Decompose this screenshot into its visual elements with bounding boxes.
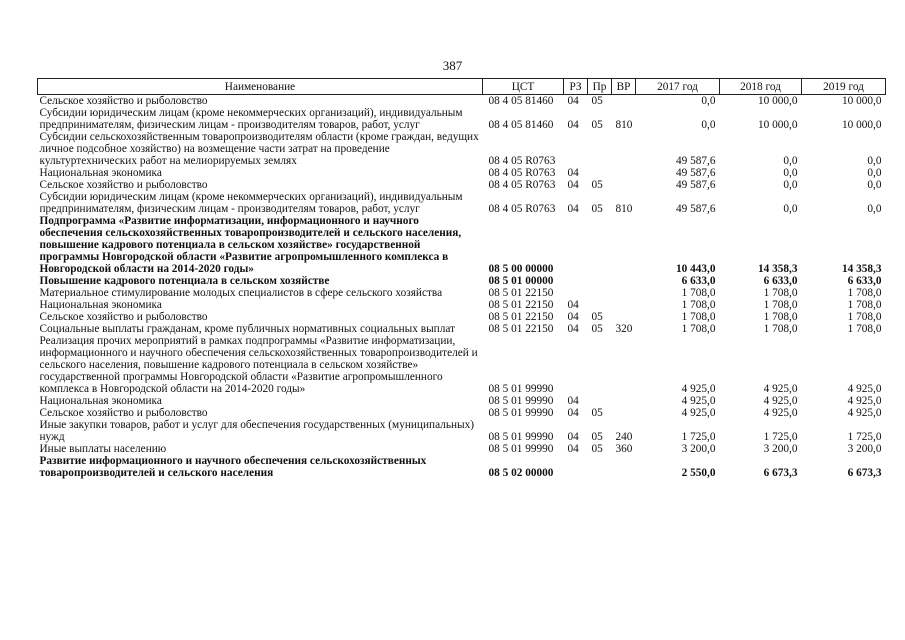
cell-pr bbox=[588, 287, 612, 299]
cell-rz: 04 bbox=[567, 395, 579, 407]
cell-cst: 08 5 01 22150 bbox=[488, 311, 554, 323]
cell-pr bbox=[588, 299, 612, 311]
cell-vr: 360 bbox=[615, 443, 633, 455]
cell-rz bbox=[564, 335, 588, 395]
header-2019: 2019 год bbox=[802, 79, 886, 95]
cell-pr: 05 bbox=[591, 95, 603, 107]
table-header-row bbox=[38, 79, 886, 95]
cell-rz bbox=[564, 455, 588, 479]
cell-rz: 04 bbox=[567, 311, 579, 323]
cell-y2019: 1 708,0 bbox=[847, 311, 882, 323]
cell-y2017: 0,0 bbox=[701, 95, 716, 107]
cell-y2017: 1 708,0 bbox=[681, 299, 716, 311]
cell-y2017: 1 708,0 bbox=[681, 311, 716, 323]
cell-y2019: 0,0 bbox=[867, 167, 882, 179]
cell-pr: 05 bbox=[591, 179, 603, 191]
cell-cst: 08 5 02 00000 bbox=[488, 467, 554, 479]
cell-pr bbox=[588, 131, 612, 167]
cell-y2018: 0,0 bbox=[783, 203, 798, 215]
cell-vr bbox=[612, 167, 636, 179]
cell-y2017: 49 587,6 bbox=[675, 203, 716, 215]
cell-y2019: 0,0 bbox=[867, 155, 882, 167]
cell-y2019: 1 725,0 bbox=[847, 431, 882, 443]
cell-y2017: 3 200,0 bbox=[681, 443, 716, 455]
cell-y2018: 1 708,0 bbox=[763, 323, 798, 335]
cell-y2019: 3 200,0 bbox=[847, 443, 882, 455]
table-row bbox=[38, 167, 886, 179]
cell-name: Сельское хозяйство и рыболовство bbox=[39, 311, 208, 323]
cell-vr: 810 bbox=[615, 203, 633, 215]
cell-y2017: 2 550,0 bbox=[681, 467, 716, 479]
table-row bbox=[38, 443, 886, 455]
table-row bbox=[38, 215, 886, 275]
cell-cst: 08 5 01 22150 bbox=[488, 299, 554, 311]
cell-name: Субсидии сельскохозяйственным товаропроизводителям области (кроме граждан, ведущих личное подсобное хозяйство) на возмещение части затрат на проведение культуртехнических работ на мелиорируемых землях bbox=[39, 131, 479, 167]
page-number: 387 bbox=[442, 58, 463, 73]
cell-vr bbox=[612, 95, 636, 108]
cell-name: Реализация прочих мероприятий в рамках подпрограммы «Развитие информатизации, информационного и научного обеспечения сельскохозяйственных товаропроизводителей и сельского населения, повышение кадрового потенциала в сельском хозяйстве» государственной программы Новгородской области «Развитие агропромышленного комплекса в Новгородской области на 2014-2020 годы» bbox=[39, 335, 478, 395]
cell-y2018: 1 708,0 bbox=[763, 299, 798, 311]
header-2018: 2018 год bbox=[720, 79, 802, 95]
cell-y2018: 1 725,0 bbox=[763, 431, 798, 443]
table-body bbox=[38, 95, 886, 480]
cell-y2017: 10 443,0 bbox=[675, 263, 716, 275]
cell-pr bbox=[588, 215, 612, 275]
cell-y2017: 49 587,6 bbox=[675, 179, 716, 191]
cell-y2018: 4 925,0 bbox=[763, 407, 798, 419]
table-row bbox=[38, 419, 886, 443]
cell-y2019: 6 673,3 bbox=[847, 467, 882, 479]
cell-y2017: 4 925,0 bbox=[681, 395, 716, 407]
cell-name: Развитие информационного и научного обеспечения сельскохозяйственных товаропроизводителей и сельского населения bbox=[39, 455, 427, 479]
cell-name: Подпрограмма «Развитие информатизации, информационного и научного обеспечения сельскохозяйственных товаропроизводителей и сельского населения, повышение кадрового потенциала в сельском хозяйстве» государственной программы Новгородской области «Развитие агропромышленного комплекса в Новгородской области на 2014-2020 годы» bbox=[39, 215, 462, 275]
cell-rz bbox=[564, 215, 588, 275]
table-row bbox=[38, 455, 886, 479]
table-row bbox=[38, 191, 886, 215]
cell-y2017: 49 587,6 bbox=[675, 167, 716, 179]
cell-rz: 04 bbox=[567, 179, 579, 191]
cell-vr: 240 bbox=[615, 431, 633, 443]
cell-vr bbox=[612, 275, 636, 287]
table-row bbox=[38, 395, 886, 407]
cell-pr: 05 bbox=[591, 323, 603, 335]
cell-vr bbox=[612, 215, 636, 275]
cell-cst: 08 4 05 R0763 bbox=[488, 179, 556, 191]
cell-rz: 04 bbox=[567, 119, 579, 131]
cell-cst: 08 4 05 81460 bbox=[488, 119, 554, 131]
table-row bbox=[38, 407, 886, 419]
cell-pr bbox=[588, 275, 612, 287]
cell-name: Повышение кадрового потенциала в сельском хозяйстве bbox=[39, 275, 330, 287]
cell-y2017: 1 725,0 bbox=[681, 431, 716, 443]
cell-name: Социальные выплаты гражданам, кроме публичных нормативных социальных выплат bbox=[39, 323, 456, 335]
cell-cst: 08 5 01 99990 bbox=[488, 443, 554, 455]
cell-cst: 08 5 01 99990 bbox=[488, 431, 554, 443]
cell-y2019: 4 925,0 bbox=[847, 395, 882, 407]
cell-y2017: 1 708,0 bbox=[681, 323, 716, 335]
cell-y2018: 1 708,0 bbox=[763, 287, 798, 299]
cell-cst: 08 5 00 00000 bbox=[488, 263, 554, 275]
budget-table bbox=[37, 78, 886, 479]
cell-y2018: 0,0 bbox=[783, 155, 798, 167]
cell-y2017: 6 633,0 bbox=[681, 275, 716, 287]
cell-name: Материальное стимулирование молодых специалистов в сфере сельского хозяйства bbox=[39, 287, 443, 299]
cell-pr bbox=[588, 167, 612, 179]
cell-pr: 05 bbox=[591, 311, 603, 323]
cell-vr bbox=[612, 455, 636, 479]
cell-name: Национальная экономика bbox=[39, 395, 162, 407]
table-row bbox=[38, 275, 886, 287]
table-row bbox=[38, 107, 886, 131]
cell-pr bbox=[588, 335, 612, 395]
cell-y2019: 14 358,3 bbox=[841, 263, 882, 275]
cell-y2019: 4 925,0 bbox=[847, 383, 882, 395]
cell-rz bbox=[564, 131, 588, 167]
cell-rz: 04 bbox=[567, 203, 579, 215]
cell-name: Сельское хозяйство и рыболовство bbox=[39, 95, 208, 107]
table-row bbox=[38, 311, 886, 323]
cell-pr: 05 bbox=[591, 119, 603, 131]
cell-pr: 05 bbox=[591, 203, 603, 215]
cell-y2017: 4 925,0 bbox=[681, 407, 716, 419]
cell-y2018: 14 358,3 bbox=[757, 263, 798, 275]
header-cst: ЦСТ bbox=[483, 79, 564, 95]
cell-vr bbox=[612, 335, 636, 395]
cell-cst: 08 4 05 R0763 bbox=[488, 203, 556, 215]
cell-rz: 04 bbox=[567, 95, 579, 107]
header-name: Наименование bbox=[38, 79, 483, 95]
cell-name: Сельское хозяйство и рыболовство bbox=[39, 179, 208, 191]
cell-name: Субсидии юридическим лицам (кроме некоммерческих организаций), индивидуальным предпринимателям, физическим лицам - производителям товаров, работ, услуг bbox=[39, 107, 463, 131]
cell-cst: 08 4 05 R0763 bbox=[488, 155, 556, 167]
cell-y2018: 4 925,0 bbox=[763, 383, 798, 395]
cell-y2018: 0,0 bbox=[783, 167, 798, 179]
cell-y2018: 3 200,0 bbox=[763, 443, 798, 455]
cell-name: Субсидии юридическим лицам (кроме некоммерческих организаций), индивидуальным предпринимателям, физическим лицам - производителям товаров, работ, услуг bbox=[39, 191, 463, 215]
cell-y2018: 0,0 bbox=[783, 179, 798, 191]
cell-pr: 05 bbox=[591, 431, 603, 443]
cell-y2017: 1 708,0 bbox=[681, 287, 716, 299]
header-pr: Пр bbox=[588, 79, 612, 95]
cell-pr bbox=[588, 395, 612, 407]
cell-cst: 08 5 01 99990 bbox=[488, 383, 554, 395]
cell-y2019: 0,0 bbox=[867, 203, 882, 215]
cell-y2018: 10 000,0 bbox=[757, 119, 798, 131]
cell-rz: 04 bbox=[567, 431, 579, 443]
table-row bbox=[38, 131, 886, 167]
cell-y2017: 49 587,6 bbox=[675, 155, 716, 167]
cell-vr bbox=[612, 179, 636, 191]
cell-cst: 08 5 01 99990 bbox=[488, 395, 554, 407]
cell-cst: 08 4 05 81460 bbox=[488, 95, 554, 107]
cell-y2019: 0,0 bbox=[867, 179, 882, 191]
cell-rz: 04 bbox=[567, 167, 579, 179]
table-row bbox=[38, 95, 886, 108]
cell-vr bbox=[612, 407, 636, 419]
table-row bbox=[38, 335, 886, 395]
cell-y2017: 0,0 bbox=[701, 119, 716, 131]
cell-vr: 810 bbox=[615, 119, 633, 131]
cell-name: Национальная экономика bbox=[39, 299, 162, 311]
cell-pr: 05 bbox=[591, 407, 603, 419]
cell-pr bbox=[588, 455, 612, 479]
cell-cst: 08 5 01 22150 bbox=[488, 287, 554, 299]
cell-vr bbox=[612, 299, 636, 311]
header-2017: 2017 год bbox=[636, 79, 720, 95]
cell-y2019: 10 000,0 bbox=[841, 95, 882, 107]
header-rz: РЗ bbox=[564, 79, 588, 95]
cell-cst: 08 5 01 22150 bbox=[488, 323, 554, 335]
cell-rz: 04 bbox=[567, 299, 579, 311]
cell-y2018: 10 000,0 bbox=[757, 95, 798, 107]
cell-y2019: 1 708,0 bbox=[847, 323, 882, 335]
cell-y2018: 4 925,0 bbox=[763, 395, 798, 407]
cell-name: Национальная экономика bbox=[39, 167, 162, 179]
cell-vr bbox=[612, 287, 636, 299]
cell-cst: 08 5 01 00000 bbox=[488, 275, 554, 287]
cell-y2019: 1 708,0 bbox=[847, 287, 882, 299]
cell-y2019: 6 633,0 bbox=[847, 275, 882, 287]
header-vr: ВР bbox=[612, 79, 636, 95]
cell-rz bbox=[564, 275, 588, 287]
cell-name: Иные выплаты населению bbox=[39, 443, 167, 455]
cell-y2019: 4 925,0 bbox=[847, 407, 882, 419]
table-row bbox=[38, 179, 886, 191]
cell-y2017: 4 925,0 bbox=[681, 383, 716, 395]
cell-y2018: 6 633,0 bbox=[763, 275, 798, 287]
cell-name: Сельское хозяйство и рыболовство bbox=[39, 407, 208, 419]
cell-name: Иные закупки товаров, работ и услуг для обеспечения государственных (муниципальных) нужд bbox=[39, 419, 475, 443]
cell-y2019: 1 708,0 bbox=[847, 299, 882, 311]
cell-rz: 04 bbox=[567, 323, 579, 335]
cell-y2019: 10 000,0 bbox=[841, 119, 882, 131]
cell-rz bbox=[564, 287, 588, 299]
cell-vr bbox=[612, 311, 636, 323]
table-row bbox=[38, 323, 886, 335]
cell-cst: 08 4 05 R0763 bbox=[488, 167, 556, 179]
cell-vr: 320 bbox=[615, 323, 633, 335]
cell-rz: 04 bbox=[567, 407, 579, 419]
cell-y2018: 1 708,0 bbox=[763, 311, 798, 323]
cell-y2018: 6 673,3 bbox=[763, 467, 798, 479]
cell-pr: 05 bbox=[591, 443, 603, 455]
table-row bbox=[38, 299, 886, 311]
cell-rz: 04 bbox=[567, 443, 579, 455]
cell-cst: 08 5 01 99990 bbox=[488, 407, 554, 419]
table-row bbox=[38, 287, 886, 299]
cell-vr bbox=[612, 395, 636, 407]
cell-vr bbox=[612, 131, 636, 167]
